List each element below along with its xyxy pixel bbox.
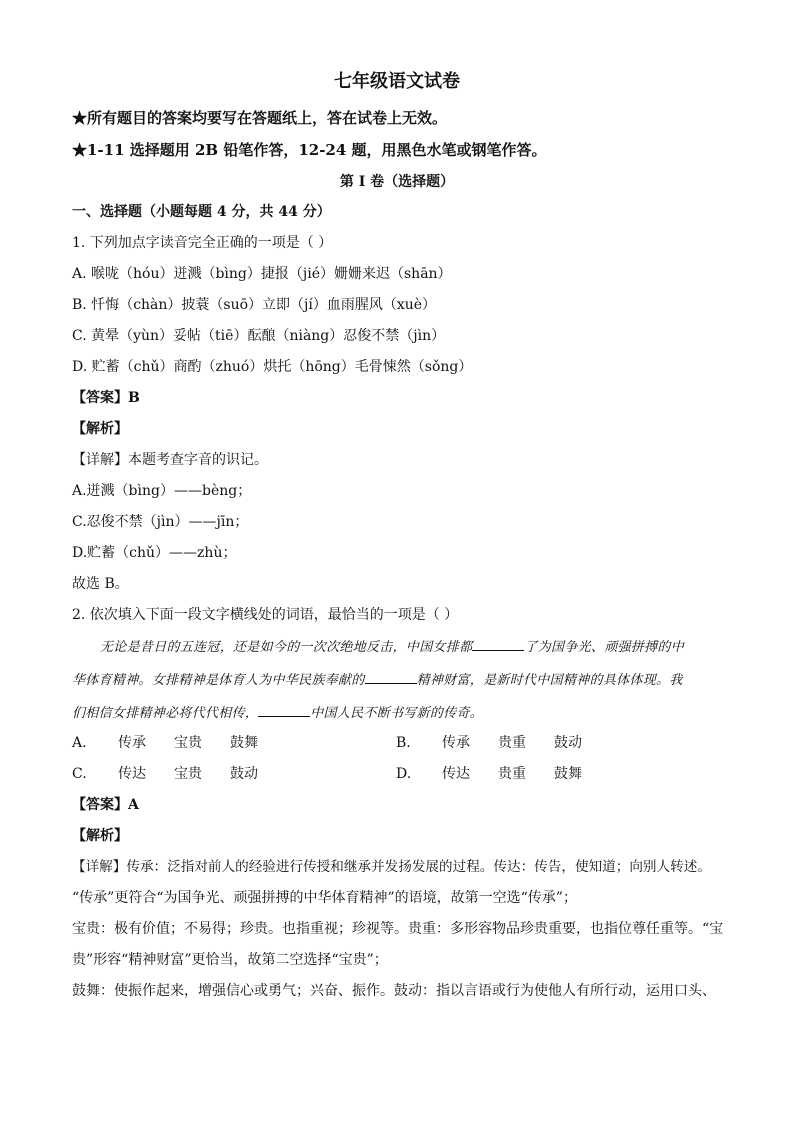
q1-option-c: C. 黄晕（yùn）妥帖（tiē）酝酿（niàng）忍俊不禁（jìn） [72, 328, 446, 344]
q1-stem: 1. 下列加点字读音完全正确的一项是（ ） [72, 235, 333, 251]
fill-blank-1 [472, 637, 524, 651]
option-word: 贵重 [498, 735, 526, 751]
option-word: 传承 [442, 735, 470, 751]
q2-detail-line-5: 鼓舞：使振作起来，增强信心或勇气；兴奋、振作。鼓动：指以言语或行为使他人有所行动，运用口头、 [72, 983, 716, 999]
note-1: ★所有题目的答案均要写在答题纸上，答在试卷上无效。 [72, 109, 448, 127]
q2-answer: 【答案】A [72, 797, 139, 813]
option-word: 传达 [118, 766, 146, 782]
option-word: 鼓舞 [230, 735, 258, 751]
q2-detail-line-2: “传承”更符合“为国争光、顽强拼搏的中华体育精神”的语境，故第一空选“传承”； [72, 890, 577, 906]
q2-detail-line-3: 宝贵：极有价值；不易得；珍贵。也指重视；珍视等。贵重：多形容物品珍贵重要，也指位尊任重等。“宝 [72, 921, 724, 937]
q2-passage-line-3 [72, 703, 483, 724]
q1-detail: 【详解】本题考查字音的识记。 [72, 452, 268, 468]
section-title: 一、选择题（小题每题 4 分，共 44 分） [72, 204, 331, 220]
q2-detail-line-4: 贵”形容“精神财富”更恰当，故第二空选择“宝贵”； [72, 952, 388, 968]
option-letter: A. [72, 735, 87, 751]
q1-option-b: B. 忏悔（chàn）披蓑（suō）立即（jí）血雨腥风（xuè） [72, 297, 437, 313]
option-letter: B. [396, 735, 411, 751]
q1-analysis-label: 【解析】 [72, 421, 128, 437]
option-word: 鼓动 [230, 766, 258, 782]
passage-text: 无论是昔日的五连冠，还是如今的一次次绝地反击，中国女排都 [100, 640, 473, 655]
passage-text: 了为国争光、顽强拼搏的中 [524, 640, 685, 655]
option-letter: C. [72, 766, 87, 782]
q1-detail-line-2: C.忍俊不禁（jìn）——jīn； [72, 514, 249, 530]
q1-option-d: D. 贮蓄（chǔ）商酌（zhuó）烘托（hōng）毛骨悚然（sǒng） [72, 359, 473, 375]
note-2: ★1-11 选择题用 2B 铅笔作答，12-24 题，用黑色水笔或钢笔作答。 [72, 141, 547, 159]
option-word: 贵重 [498, 766, 526, 782]
q2-detail-line-1: 【详解】传承：泛指对前人的经验进行传授和继承并发扬发展的过程。传达：传告，使知道；向别人转述。 [72, 859, 711, 875]
passage-text: 中国人民不断书写新的传奇。 [310, 706, 484, 721]
option-word: 鼓舞 [554, 766, 582, 782]
volume-title: 第 I 卷（选择题） [339, 174, 455, 190]
option-word: 传达 [442, 766, 470, 782]
fill-blank-2 [365, 670, 417, 684]
passage-text: 精神财富，是新时代中国精神的具体体现。我 [416, 673, 683, 688]
q2-stem: 2. 依次填入下面一段文字横线处的词语，最恰当的一项是（ ） [72, 607, 459, 623]
q2-option-a [72, 733, 286, 753]
q2-option-b [396, 733, 610, 753]
q1-option-a: A. 喉咙（hóu）迸溅（bìng）捷报（jié）姗姗来迟（shān） [72, 266, 452, 282]
q2-analysis-label: 【解析】 [72, 828, 128, 844]
q1-detail-line-1: A.迸溅（bìng）——bèng； [72, 483, 252, 499]
option-letter: D. [396, 766, 412, 782]
option-word: 宝贵 [174, 766, 202, 782]
page-title: 七年级语文试卷 [334, 71, 460, 92]
q2-option-c [72, 764, 286, 784]
fill-blank-3 [258, 703, 310, 717]
q2-option-d [396, 764, 610, 784]
q2-passage-line-1 [100, 637, 684, 658]
option-word: 鼓动 [554, 735, 582, 751]
option-word: 传承 [118, 735, 146, 751]
option-word: 宝贵 [174, 735, 202, 751]
q1-detail-line-4: 故选 B。 [72, 576, 129, 592]
q2-passage-line-2 [72, 670, 683, 691]
passage-text: 华体育精神。女排精神是体育人为中华民族奉献的 [72, 673, 365, 688]
q1-detail-line-3: D.贮蓄（chǔ）——zhù； [72, 545, 237, 561]
passage-text: 们相信女排精神必将代代相传， [72, 706, 259, 721]
q1-answer: 【答案】B [72, 390, 140, 406]
